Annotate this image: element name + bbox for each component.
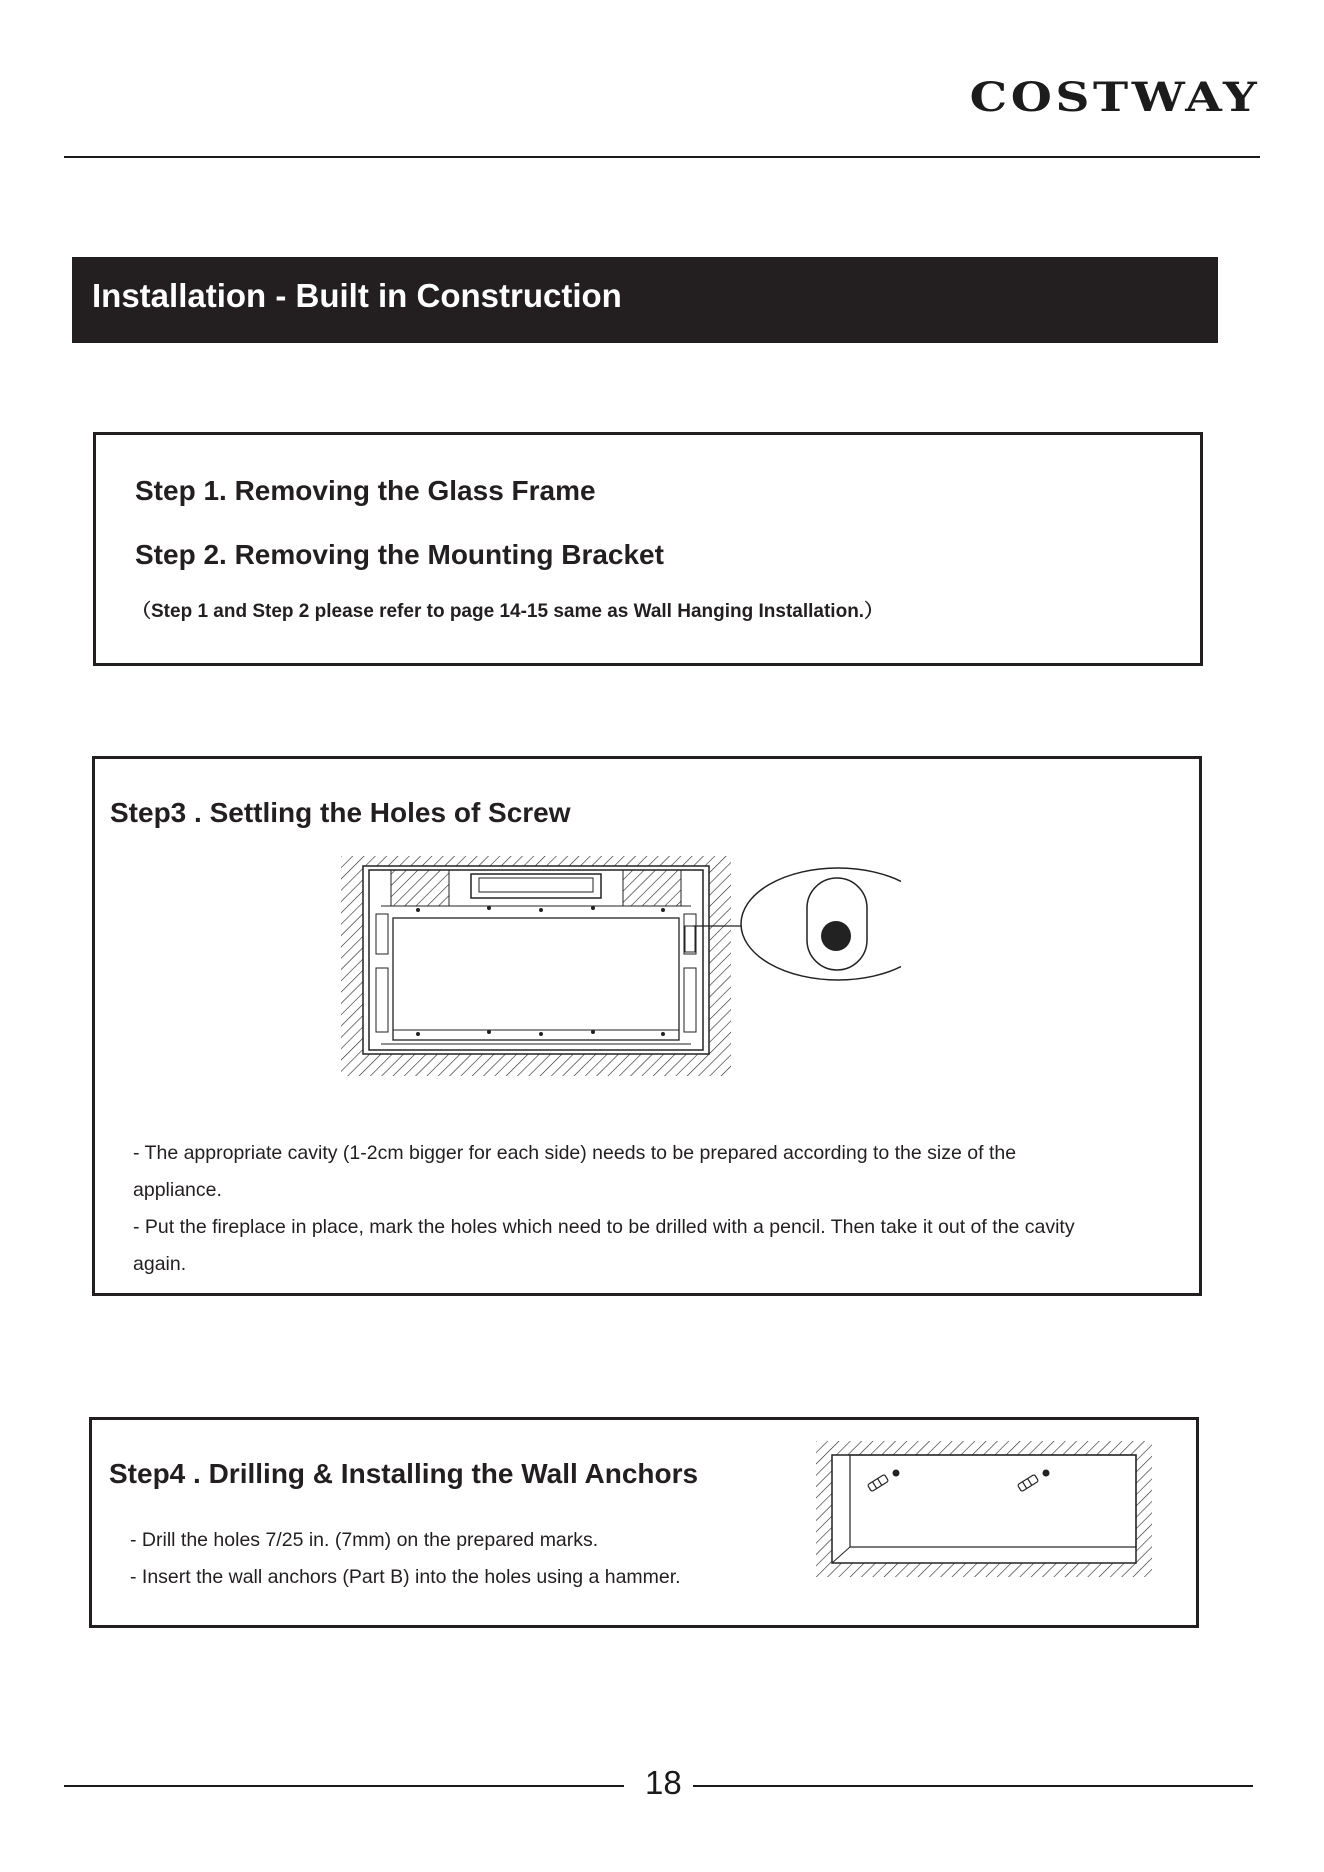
step-4-text <box>130 1522 770 1596</box>
step-3-line: - Put the fireplace in place, mark the holes which need to be drilled with a pencil. Then take it out of the cavity <box>133 1216 1075 1238</box>
step-4-title: Step4 . Drilling & Installing the Wall Anchors <box>109 1458 699 1489</box>
footer-divider-right <box>693 1785 1253 1787</box>
step-3-box <box>92 756 1202 1296</box>
step-3-line: again. <box>133 1253 187 1275</box>
header-divider <box>64 156 1260 158</box>
step-2-title: Step 2. Removing the Mounting Bracket <box>135 539 664 570</box>
section-banner <box>72 257 1218 343</box>
footer-divider-left <box>64 1785 624 1787</box>
wall-anchor-diagram <box>816 1441 1156 1581</box>
step-4-box <box>89 1417 1199 1628</box>
step-1-title: Step 1. Removing the Glass Frame <box>135 475 596 506</box>
step-1-2-box <box>93 432 1203 666</box>
brand-logo: COSTWAY <box>969 74 1260 121</box>
section-title: Installation - Built in Construction <box>92 277 622 314</box>
step-4-line: - Drill the holes 7/25 in. (7mm) on the prepared marks. <box>130 1529 599 1551</box>
step-3-line: - The appropriate cavity (1-2cm bigger for each side) needs to be prepared according to the size of the <box>133 1142 1017 1164</box>
step-3-title: Step3 . Settling the Holes of Screw <box>110 797 571 828</box>
step-3-line: appliance. <box>133 1179 222 1201</box>
step-4-line: - Insert the wall anchors (Part B) into the holes using a hammer. <box>130 1566 681 1588</box>
step-3-text <box>133 1135 1193 1283</box>
step-1-2-note: （Step 1 and Step 2 please refer to page 14-15 same as Wall Hanging Installation.） <box>132 601 884 622</box>
cavity-diagram <box>341 856 901 1086</box>
page-number: 18 <box>645 1764 682 1801</box>
